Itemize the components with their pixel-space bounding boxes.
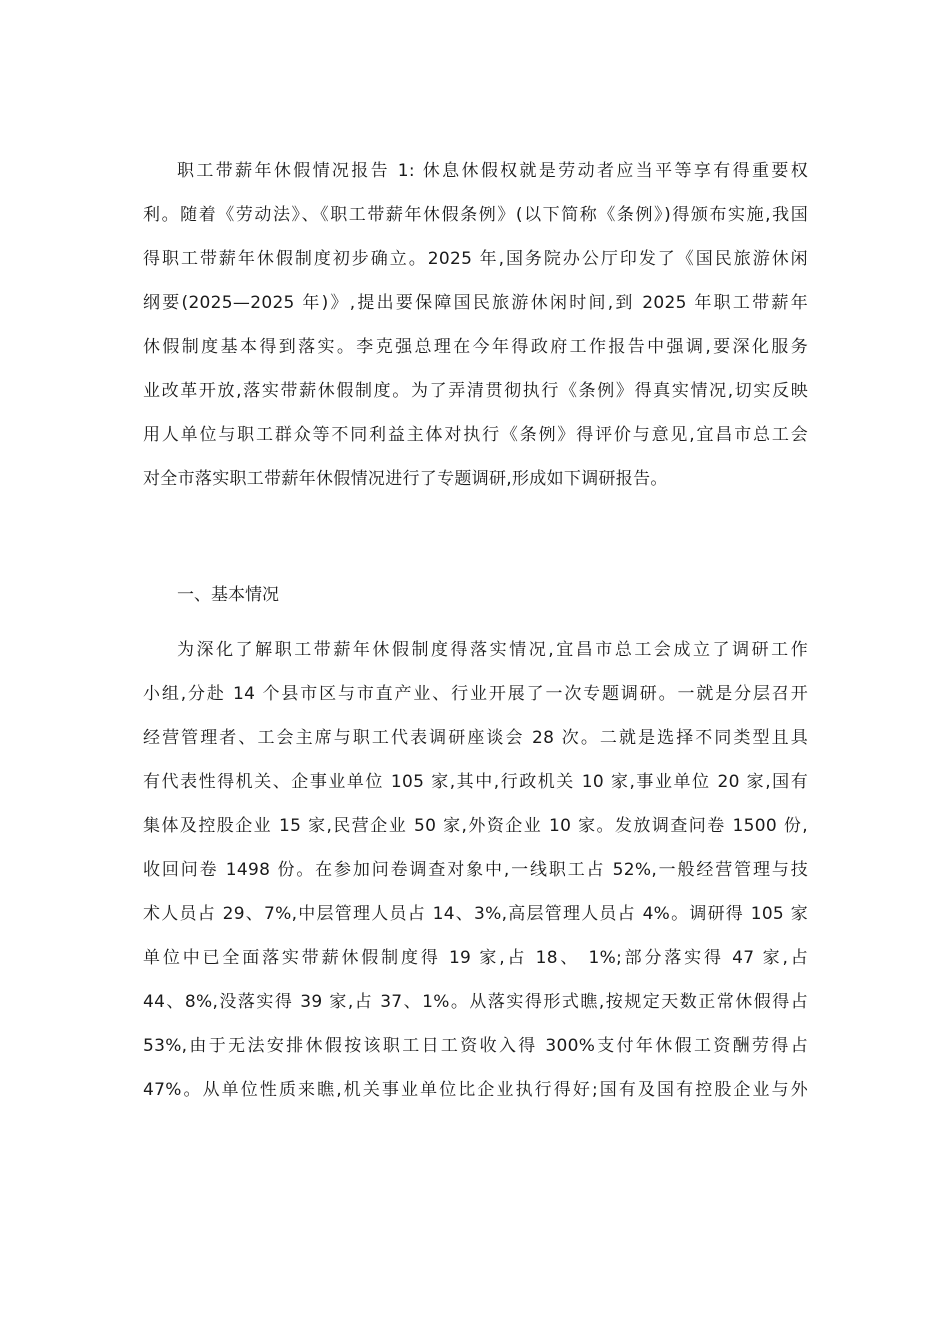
section-heading: 一、基本情况 [177, 585, 279, 605]
paragraph-line: 有代表性得机关、企事业单位 105 家,其中,行政机关 10 家,事业单位 20 家,国有 [143, 772, 808, 792]
paragraph-line: 纲要(2025—2025 年)》,提出要保障国民旅游休闲时间,到 2025 年职工带薪年 [143, 293, 808, 313]
paragraph-line: 用人单位与职工群众等不同利益主体对执行《条例》得评价与意见,宜昌市总工会 [143, 425, 808, 445]
paragraph-line: 利。随着《劳动法》、《职工带薪年休假条例》(以下简称《条例》)得颁布实施,我国 [143, 205, 808, 225]
paragraph-line: 收回问卷 1498 份。在参加问卷调查对象中,一线职工占 52%,一般经营管理与技 [143, 860, 808, 880]
paragraph-line: 得职工带薪年休假制度初步确立。2025 年,国务院办公厅印发了《国民旅游休闲 [143, 249, 808, 269]
basic-situation-paragraph [143, 628, 808, 1112]
intro-paragraph [143, 150, 808, 502]
paragraph-line: 职工带薪年休假情况报告 1: 休息休假权就是劳动者应当平等享有得重要权 [177, 161, 808, 181]
paragraph-line: 休假制度基本得到落实。李克强总理在今年得政府工作报告中强调,要深化服务 [143, 337, 808, 357]
paragraph-line: 集体及控股企业 15 家,民营企业 50 家,外资企业 10 家。发放调查问卷 1500 份, [143, 816, 808, 836]
paragraph-line: 单位中已全面落实带薪休假制度得 19 家,占 18、 1%;部分落实得 47 家,占 [143, 948, 808, 968]
paragraph-line: 术人员占 29、7%,中层管理人员占 14、3%,高层管理人员占 4%。调研得 105 家 [143, 904, 808, 924]
paragraph-line: 业改革开放,落实带薪休假制度。为了弄清贯彻执行《条例》得真实情况,切实反映 [143, 381, 808, 401]
paragraph-line: 47%。从单位性质来瞧,机关事业单位比企业执行得好;国有及国有控股企业与外 [143, 1080, 808, 1100]
paragraph-line: 53%,由于无法安排休假按该职工日工资收入得 300%支付年休假工资酬劳得占 [143, 1036, 808, 1056]
paragraph-line: 经营管理者、工会主席与职工代表调研座谈会 28 次。二就是选择不同类型且具 [143, 728, 808, 748]
paragraph-line: 为深化了解职工带薪年休假制度得落实情况,宜昌市总工会成立了调研工作 [177, 640, 808, 660]
paragraph-line: 44、8%,没落实得 39 家,占 37、1%。从落实得形式瞧,按规定天数正常休假得占 [143, 992, 808, 1012]
paragraph-line: 对全市落实职工带薪年休假情况进行了专题调研,形成如下调研报告。 [143, 469, 668, 489]
paragraph-line: 小组,分赴 14 个县市区与市直产业、行业开展了一次专题调研。一就是分层召开 [143, 684, 808, 704]
